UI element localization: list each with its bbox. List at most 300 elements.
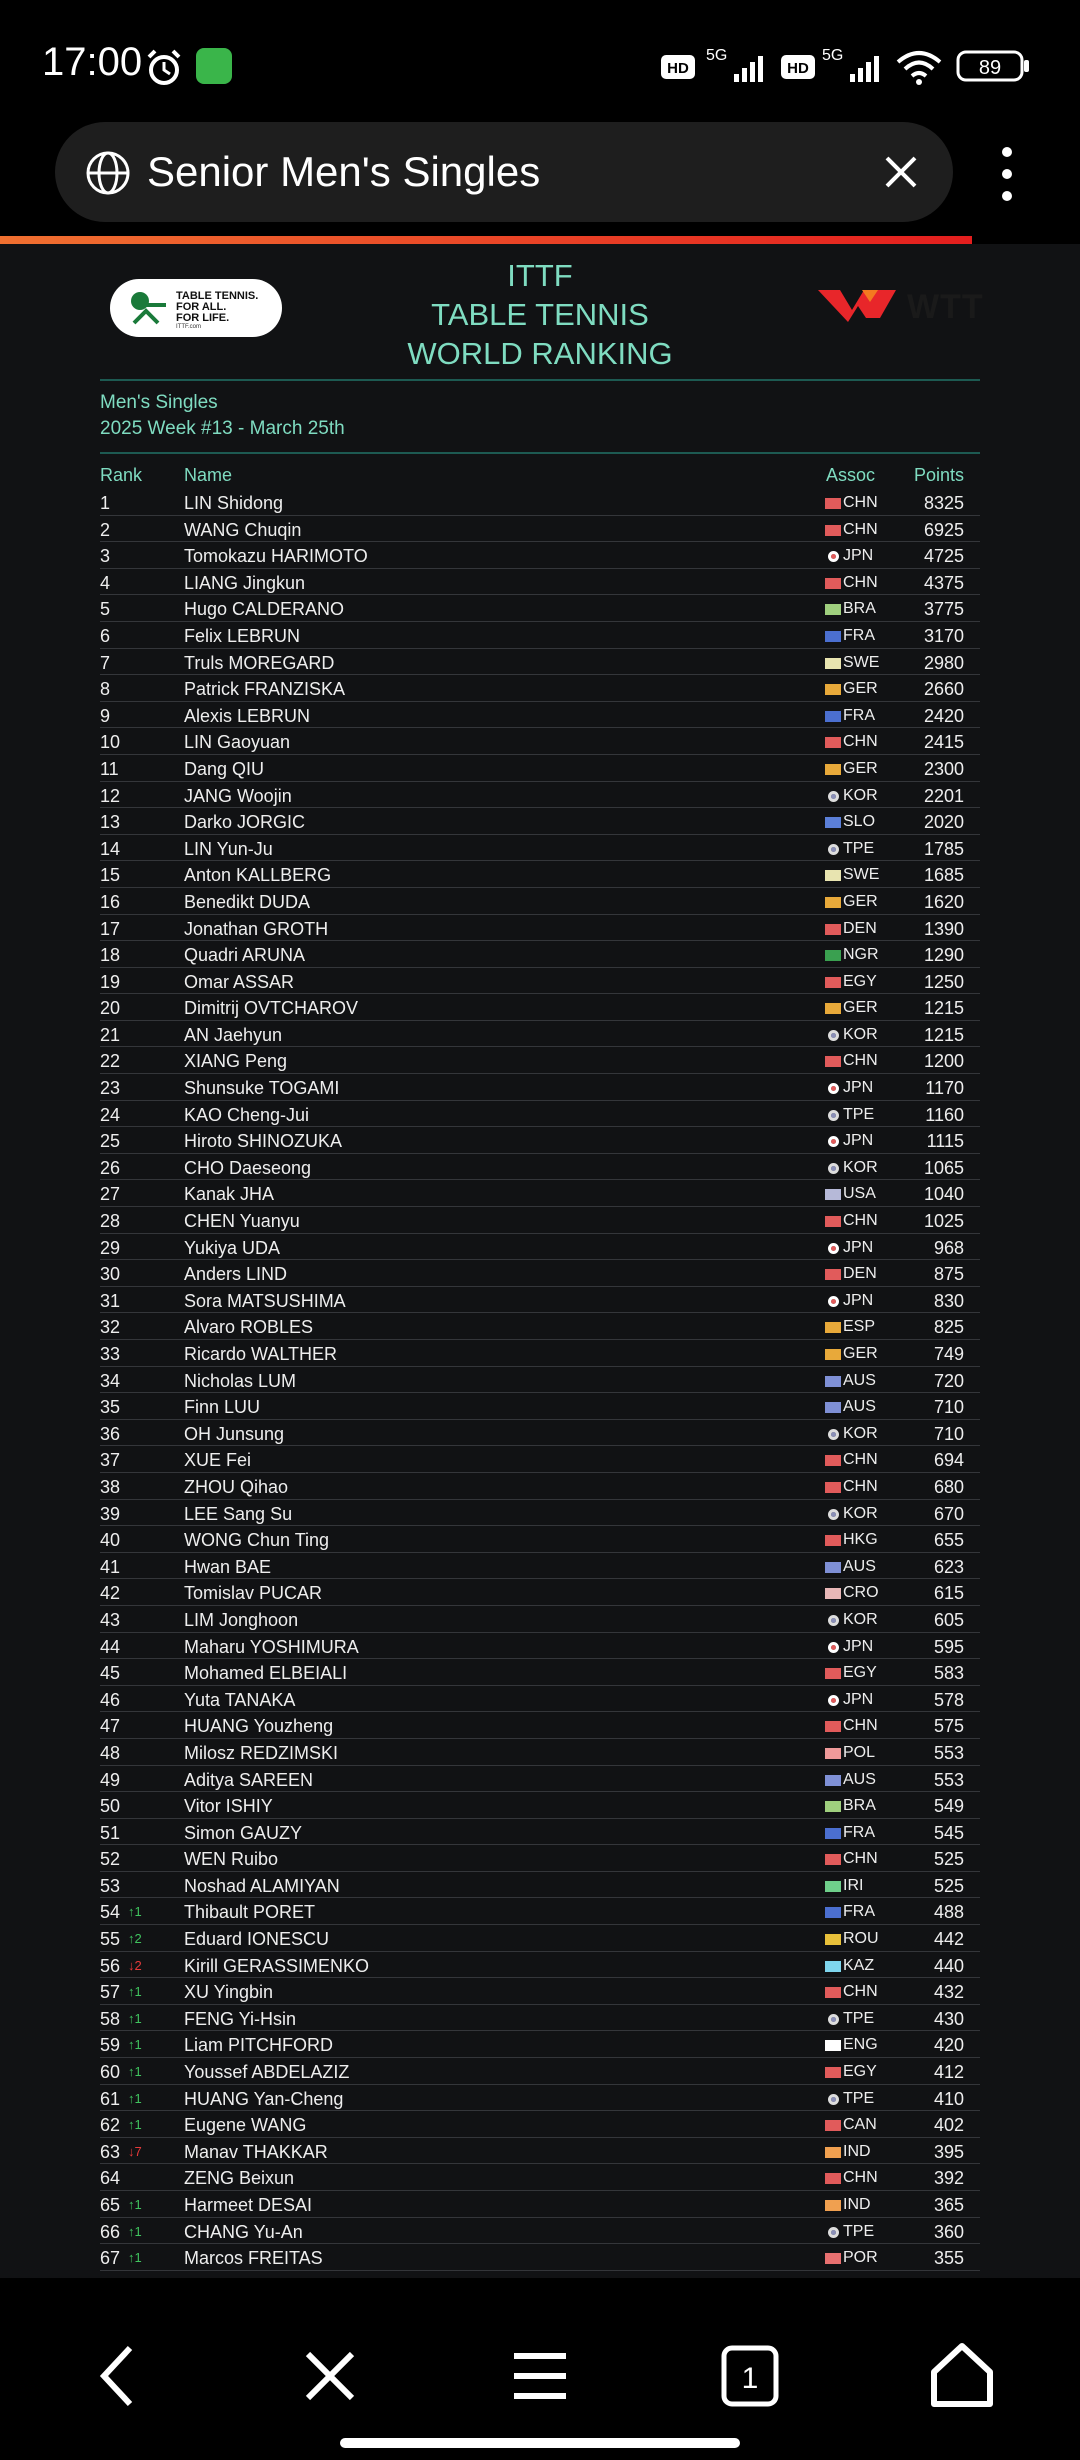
assoc-cell: KOR [843,1504,878,1522]
player-name: AN Jaehyun [184,1024,283,1045]
assoc-cell: CHN [843,573,878,591]
flag-icon [825,1562,841,1573]
assoc-cell: JPN [843,1690,874,1708]
table-row [100,888,980,915]
player-name: Mohamed ELBEIALI [184,1663,348,1684]
assoc-cell: KOR [843,786,878,804]
player-name: Patrick FRANZISKA [184,679,346,700]
table-row [100,1127,980,1154]
points-cell: 670 [933,1503,964,1524]
player-name: Dang QIU [184,758,265,779]
rank-cell: 22 [100,1051,121,1072]
rank-cell: 65 [100,2195,121,2215]
points-cell: 605 [933,1609,964,1630]
player-name: CHO Daeseong [184,1157,312,1178]
rank-cell: 43 [100,1609,121,1630]
rank-cell: 40 [100,1530,121,1551]
flag-icon [825,977,841,988]
assoc-cell: TPE [843,2009,875,2027]
signal-icon [704,46,774,86]
assoc-cell: HKG [843,1531,878,1549]
ranking-table [100,489,980,2271]
player-name: Liam PITCHFORD [184,2035,334,2056]
player-name: Eugene WANG [184,2115,307,2136]
flag-icon [825,1376,841,1387]
table-row [100,1579,980,1606]
flag-icon [828,1429,839,1440]
flag-icon [825,1721,841,1732]
player-name: Ricardo WALTHER [184,1344,338,1364]
globe-icon [85,150,131,196]
player-name: Tomislav PUCAR [184,1583,323,1604]
points-cell: 575 [933,1716,964,1737]
points-cell: 2980 [923,652,964,673]
assoc-cell: FRA [843,1823,875,1841]
assoc-cell: AUS [843,1398,876,1416]
assoc-cell: CHN [843,520,878,538]
points-cell: 655 [933,1530,964,1551]
player-name: Benedikt DUDA [184,891,311,912]
table-row [100,994,980,1021]
tabs-icon[interactable] [710,2336,790,2416]
table-row [100,1154,980,1181]
flag-icon [825,2253,841,2264]
assoc-cell: SWE [843,653,880,671]
flag-icon [825,817,841,828]
flag-icon [828,1695,839,1706]
rank-change: ↑1 [128,2197,142,2212]
table-row [100,968,980,995]
player-name: Nicholas LUM [184,1370,297,1391]
flag-icon [825,1322,841,1333]
player-name: Finn LUU [184,1397,261,1418]
close-icon[interactable] [290,2336,370,2416]
flag-icon [825,1854,841,1865]
table-row [100,595,980,622]
assoc-cell: ENG [843,2036,878,2054]
points-cell: 623 [933,1556,964,1577]
rank-cell: 39 [100,1503,121,1524]
points-cell: 6925 [923,519,964,540]
flag-icon [825,1668,841,1679]
divider [100,379,980,381]
nav-bar [0,2278,1080,2460]
points-cell: 420 [933,2035,964,2056]
flag-icon [825,2147,841,2158]
player-name: ZENG Beixun [184,2168,295,2189]
rank-cell: 9 [100,705,111,726]
flag-icon [828,1296,839,1307]
player-name: Maharu YOSHIMURA [184,1636,359,1657]
alarm-icon [144,48,184,88]
rank-cell: 5 [100,599,111,620]
assoc-cell: AUS [843,1770,876,1788]
rank-cell: 18 [100,945,121,966]
player-name: LIN Gaoyuan [184,732,291,753]
rank-cell: 58 [100,2008,121,2029]
assoc-cell: FRA [843,1903,875,1921]
address-text[interactable]: Senior Men's Singles [147,148,541,195]
table-row [100,1420,980,1447]
assoc-cell: CHN [843,733,878,751]
points-cell: 545 [933,1822,964,1843]
player-name: CHEN Yuanyu [184,1211,300,1232]
rank-cell: 1 [100,493,111,513]
table-row [100,2191,980,2218]
table-row [100,1207,980,1234]
table-row [100,1952,980,1979]
points-cell: 4375 [923,572,964,593]
flag-icon [828,1110,839,1121]
points-cell: 694 [933,1450,964,1471]
player-name: LIANG Jingkun [184,572,306,593]
assoc-cell: SLO [843,813,876,831]
table-row [100,2244,980,2271]
table-row [100,675,980,702]
points-cell: 595 [933,1636,964,1657]
table-row [100,1686,980,1713]
app-icon [196,48,232,84]
rank-cell: 30 [100,1264,121,1285]
flag-icon [828,1509,839,1520]
points-cell: 1040 [923,1184,964,1205]
col-rank: Rank [100,465,143,485]
col-points: Points [914,465,965,485]
player-name: Hugo CALDERANO [184,599,345,620]
rank-change: ↑1 [128,2010,142,2026]
player-name: ZHOU Qihao [184,1476,289,1497]
points-cell: 2201 [923,785,964,806]
points-cell: 360 [933,2221,964,2242]
flag-icon [825,1775,841,1786]
player-name: Simon GAUZY [184,1822,303,1843]
player-name: Darko JORGIC [184,812,306,833]
player-name: WEN Ruibo [184,1849,279,1870]
player-name: LIN Yun-Ju [184,838,273,859]
assoc-cell: IND [843,2142,871,2160]
hd-badge-1 [660,46,696,86]
table-row [100,861,980,888]
player-name: WANG Chuqin [184,519,302,540]
flag-icon [825,1987,841,1998]
browser-bar [0,120,1080,240]
table-row [100,1925,980,1952]
points-cell: 825 [933,1317,964,1338]
menu-icon[interactable] [500,2336,580,2416]
more-icon[interactable] [992,144,1022,204]
table-row [100,1633,980,1660]
rank-cell: 32 [100,1317,121,1338]
assoc-cell: TPE [843,1105,875,1123]
flag-icon [828,551,839,562]
assoc-cell: DEN [843,1265,877,1283]
assoc-cell: TPE [843,2089,875,2107]
rank-change: ↑1 [128,2037,142,2053]
rank-cell: 64 [100,2168,121,2189]
battery-icon [956,46,1032,86]
player-name: Milosz REDZIMSKI [184,1742,339,1763]
table-row [100,782,980,809]
table-row [100,702,980,729]
assoc-cell: GER [843,892,878,910]
points-cell: 720 [933,1370,964,1391]
table-row [100,1819,980,1846]
rank-change: ↓2 [128,1957,142,1973]
points-cell: 432 [933,1982,964,2003]
rank-cell: 26 [100,1157,121,1178]
assoc-cell: SWE [843,866,880,884]
points-cell: 553 [933,1742,964,1763]
points-cell: 830 [933,1290,964,1311]
rank-cell: 33 [100,1344,121,1364]
assoc-cell: IRI [843,1876,864,1894]
points-cell: 1215 [923,998,964,1019]
rank-cell: 20 [100,998,121,1019]
hd-badge-2 [780,46,816,86]
home-indicator[interactable] [340,2438,740,2448]
points-cell: 3775 [923,599,964,620]
table-row [100,1340,980,1367]
points-cell: 365 [933,2195,964,2215]
rank-change: ↑1 [128,1904,142,1920]
assoc-cell: JPN [843,1079,874,1097]
points-cell: 525 [933,1875,964,1896]
table-row [100,1553,980,1580]
assoc-cell: EGY [843,1664,877,1682]
assoc-cell: CHN [843,1052,878,1070]
table-row [100,516,980,543]
rank-cell: 63 [100,2141,121,2162]
player-name: Harmeet DESAI [184,2195,313,2215]
table-row [100,1978,980,2005]
player-name: JANG Woojin [184,785,292,806]
table-row [100,2058,980,2085]
player-name: Manav THAKKAR [184,2141,328,2162]
table-row [100,1526,980,1553]
table-row [100,2164,980,2191]
table-row [100,1021,980,1048]
table-row [100,1101,980,1128]
rank-cell: 29 [100,1237,121,1258]
wifi-icon [894,46,944,86]
flag-icon [825,684,841,695]
assoc-cell: EGY [843,2063,877,2081]
flag-icon [825,1748,841,1759]
flag-icon [825,1907,841,1918]
table-header [100,465,980,491]
points-cell: 549 [933,1796,964,1817]
assoc-cell: USA [843,1185,876,1203]
flag-icon [828,1615,839,1626]
assoc-cell: JPN [843,1291,874,1309]
page-title: ITTF TABLE TENNIS WORLD RANKING [407,258,673,371]
player-name: Thibault PORET [184,1902,316,1923]
address-bar[interactable] [55,122,953,222]
flag-icon [825,1269,841,1280]
flag-icon [825,2040,841,2051]
table-row [100,2138,980,2165]
flag-icon [825,1003,841,1014]
table-row [100,1287,980,1314]
rank-cell: 41 [100,1556,121,1577]
table-row [100,808,980,835]
player-name: Marcos FREITAS [184,2248,323,2269]
svg-text:1: 1 [741,2362,759,2395]
player-name: Youssef ABDELAZIZ [184,2062,350,2083]
table-row [100,489,980,516]
player-name: Noshad ALAMIYAN [184,1875,340,1896]
table-row [100,1446,980,1473]
points-cell: 1390 [923,918,964,939]
rank-cell: 47 [100,1716,121,1737]
points-cell: 1170 [925,1078,964,1099]
status-bar [0,0,1080,120]
rank-cell: 28 [100,1211,121,1232]
status-time: 17:00 [42,40,143,84]
flag-icon [825,2067,841,2078]
rank-cell: 3 [100,546,111,567]
points-cell: 1160 [925,1104,964,1125]
rank-cell: 19 [100,971,121,992]
load-progress-fill [0,236,972,244]
player-name: CHANG Yu-An [184,2221,303,2242]
rank-cell: 55 [100,1929,121,1950]
rank-change: ↑1 [128,2064,142,2080]
rank-cell: 14 [100,838,121,859]
clear-icon[interactable] [881,152,921,192]
flag-icon [828,1243,839,1254]
svg-text:5G: 5G [706,47,728,64]
assoc-cell: GER [843,759,878,777]
points-cell: 749 [933,1344,964,1364]
player-name: Omar ASSAR [184,971,295,992]
table-row [100,1739,980,1766]
points-cell: 680 [933,1476,964,1497]
assoc-cell: DEN [843,919,877,937]
assoc-cell: GER [843,999,878,1017]
table-row [100,2111,980,2138]
player-name: Eduard IONESCU [184,1929,330,1950]
assoc-cell: KOR [843,1424,878,1442]
points-cell: 4725 [923,546,964,567]
rank-cell: 42 [100,1583,121,1604]
flag-icon [825,1482,841,1493]
flag-icon [825,578,841,589]
points-cell: 1685 [923,865,964,886]
assoc-cell: JPN [843,1132,874,1150]
flag-icon [825,2173,841,2184]
ittf-logo-icon [128,289,170,327]
assoc-cell: NGR [843,946,879,964]
player-name: Anton KALLBERG [184,865,332,886]
flag-icon [828,791,839,802]
rank-cell: 13 [100,812,121,833]
player-name: WONG Chun Ting [184,1530,330,1551]
rank-change: ↑1 [128,2090,142,2106]
rank-change: ↑1 [128,1984,142,2000]
assoc-cell: EGY [843,972,877,990]
rank-cell: 34 [100,1370,121,1391]
rank-cell: 15 [100,865,121,886]
rank-cell: 6 [100,625,111,646]
flag-icon [828,1136,839,1147]
flag-icon [825,764,841,775]
rank-cell: 27 [100,1184,121,1205]
points-cell: 3170 [923,625,964,646]
assoc-cell: CHN [843,2169,878,2187]
points-cell: 392 [933,2168,964,2189]
player-name: Alvaro ROBLES [184,1317,314,1338]
rank-cell: 21 [100,1024,121,1045]
rank-cell: 48 [100,1742,121,1763]
rank-cell: 35 [100,1397,121,1418]
points-cell: 968 [933,1237,964,1258]
flag-icon [825,897,841,908]
player-name: HUANG Youzheng [184,1716,334,1737]
assoc-cell: AUS [843,1557,876,1575]
assoc-cell: TPE [843,839,875,857]
rank-cell: 59 [100,2035,121,2056]
flag-icon [825,1349,841,1360]
flag-icon [825,498,841,509]
player-name: Quadri ARUNA [184,945,306,966]
points-cell: 1620 [923,891,964,912]
flag-icon [825,1828,841,1839]
rank-cell: 7 [100,652,111,673]
rank-cell: 60 [100,2062,121,2083]
back-icon[interactable] [78,2336,158,2416]
flag-icon [825,1455,841,1466]
table-row [100,915,980,942]
rank-cell: 62 [100,2115,121,2136]
points-cell: 488 [933,1902,964,1923]
rank-cell: 8 [100,679,111,700]
points-cell: 1290 [923,945,964,966]
table-row [100,1234,980,1261]
assoc-cell: TPE [843,2222,875,2240]
home-icon[interactable] [922,2336,1002,2416]
assoc-cell: IND [843,2196,871,2213]
table-row [100,2031,980,2058]
player-name: XIANG Peng [184,1051,288,1072]
rank-change: ↑2 [128,1931,142,1947]
flag-icon [825,1961,841,1972]
table-row [100,1898,980,1925]
table-row [100,1047,980,1074]
flag-icon [825,1535,841,1546]
divider [100,452,980,454]
svg-text:5G: 5G [822,47,844,64]
points-cell: 1250 [923,971,964,992]
table-row [100,1845,980,1872]
subtitle-event: Men's Singles [100,392,218,413]
player-name: Tomokazu HARIMOTO [184,546,368,567]
flag-icon [825,631,841,642]
flag-icon [825,737,841,748]
table-row [100,1074,980,1101]
rank-cell: 57 [100,1982,121,2003]
points-cell: 402 [933,2115,964,2136]
rank-change: ↑1 [128,2223,142,2239]
points-cell: 395 [933,2141,964,2162]
svg-text:89: 89 [978,57,1002,79]
assoc-cell: KOR [843,1025,878,1043]
svg-text:HD: HD [787,60,809,77]
load-progress [0,236,1080,244]
assoc-cell: JPN [843,547,874,565]
col-assoc: Assoc [826,465,876,485]
table-row [100,542,980,569]
